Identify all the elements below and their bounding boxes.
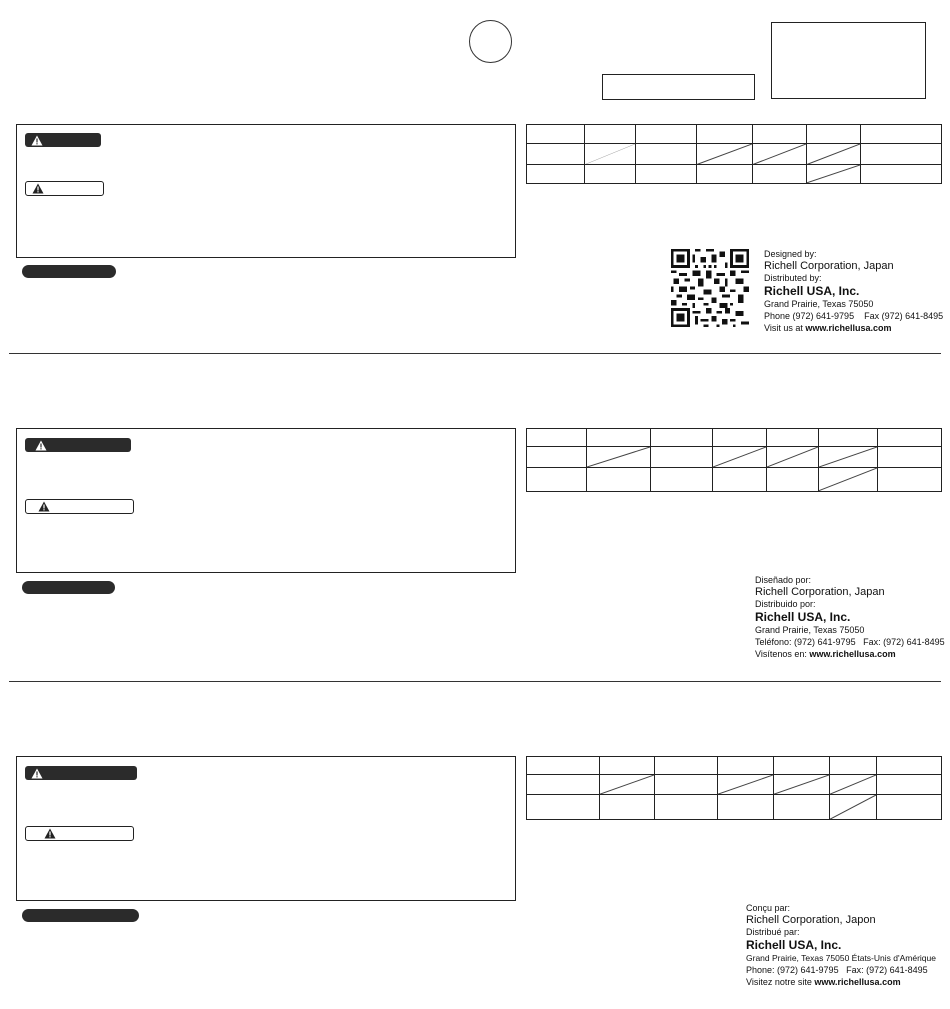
designer-name: Richell Corporation, Japan bbox=[764, 260, 894, 272]
visit-line bbox=[764, 322, 944, 334]
notice-pill-spanish bbox=[22, 581, 115, 594]
contact-block-spanish bbox=[755, 574, 945, 660]
caution-label bbox=[25, 181, 104, 196]
distributed-by-label: Distributed by: bbox=[764, 273, 822, 283]
visit-label: Visit us at bbox=[764, 323, 806, 333]
phone-fax: Teléfono: (972) 641-9795 Fax: (972) 641-8495 bbox=[755, 637, 945, 647]
designer-name: Richell Corporation, Japan bbox=[755, 586, 885, 598]
designer-name: Richell Corporation, Japon bbox=[746, 914, 876, 926]
designed-by-label: Conçu par: bbox=[746, 903, 791, 913]
visit-line bbox=[746, 976, 946, 988]
notice-pill-english bbox=[22, 265, 116, 278]
website-link[interactable]: www.richellusa.com bbox=[814, 977, 901, 987]
warning-triangle-icon bbox=[31, 768, 43, 779]
website-link[interactable]: www.richellusa.com bbox=[805, 323, 892, 333]
distributor-name: Richell USA, Inc. bbox=[746, 938, 842, 952]
visit-label: Visitez notre site bbox=[746, 977, 815, 987]
phone-fax: Phone: (972) 641-9795 Fax: (972) 641-8495 bbox=[746, 965, 928, 975]
spec-table-french bbox=[526, 756, 942, 820]
caution-label bbox=[25, 499, 134, 514]
caution-triangle-icon bbox=[32, 183, 44, 194]
contact-block-english bbox=[764, 248, 944, 334]
phone-fax: Phone (972) 641-9795 Fax (972) 641-8495 bbox=[764, 311, 944, 321]
distributed-by-label: Distribuido por: bbox=[755, 599, 816, 609]
spec-table-english bbox=[526, 124, 942, 184]
address: Grand Prairie, Texas 75050 bbox=[764, 299, 874, 309]
header-small-box bbox=[602, 74, 755, 100]
header-large-box bbox=[771, 22, 926, 99]
contact-block-french bbox=[746, 902, 946, 988]
warning-box-french bbox=[16, 756, 516, 901]
warning-box-spanish bbox=[16, 428, 516, 573]
header-circle bbox=[469, 20, 512, 63]
designed-by-label: Designed by: bbox=[764, 249, 817, 259]
address: Grand Prairie, Texas 75050 États-Unis d'Amérique bbox=[746, 953, 936, 963]
caution-label bbox=[25, 826, 134, 841]
distributor-name: Richell USA, Inc. bbox=[755, 610, 851, 624]
table-cell bbox=[527, 125, 585, 144]
warning-label bbox=[25, 133, 101, 147]
warning-label bbox=[25, 438, 131, 452]
distributed-by-label: Distribué par: bbox=[746, 927, 800, 937]
warning-triangle-icon bbox=[31, 135, 43, 146]
warning-label bbox=[25, 766, 137, 780]
na-cell bbox=[585, 143, 636, 164]
visit-label: Visítenos en: bbox=[755, 649, 810, 659]
address: Grand Prairie, Texas 75050 bbox=[755, 625, 865, 635]
qr-code-icon bbox=[671, 249, 749, 327]
notice-pill-french bbox=[22, 909, 139, 922]
caution-triangle-icon bbox=[38, 501, 50, 512]
section-divider-2 bbox=[9, 681, 941, 682]
caution-triangle-icon bbox=[44, 828, 56, 839]
distributor-name: Richell USA, Inc. bbox=[764, 284, 860, 298]
designed-by-label: Diseñado por: bbox=[755, 575, 812, 585]
visit-line bbox=[755, 648, 945, 660]
section-divider-1 bbox=[9, 353, 941, 354]
spec-table-spanish bbox=[526, 428, 942, 492]
warning-triangle-icon bbox=[35, 440, 47, 451]
warning-box-english bbox=[16, 124, 516, 258]
website-link[interactable]: www.richellusa.com bbox=[809, 649, 896, 659]
